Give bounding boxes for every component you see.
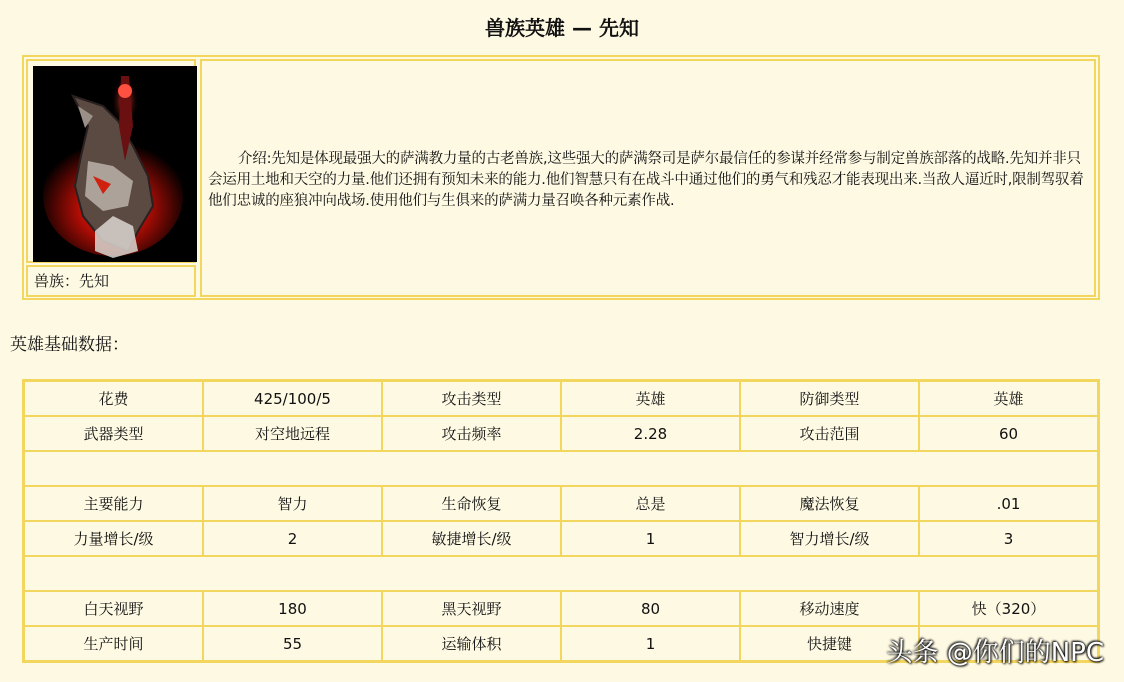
stat-label: 敏捷增长/级	[382, 521, 561, 556]
stat-label: 运输体积	[382, 626, 561, 661]
table-spacer-row	[24, 451, 1098, 486]
stat-label: 生命恢复	[382, 486, 561, 521]
stat-value: 智力	[203, 486, 382, 521]
stat-value: 80	[561, 591, 740, 626]
hero-description: 介绍:先知是体现最强大的萨满教力量的古老兽族,这些强大的萨满祭司是萨尔最信任的参谋并经常参与制定兽族部落的战略.先知并非只会运用土地和天空的力量.他们还拥有预知未来的能力.他们智慧只有在战斗中通过他们的勇气和残忍才能表现出来.当敌人逼近时,限制驾驭着他们忠诚的座狼冲向战场.使用他们与生俱来的萨满力量召唤各种元素作战.	[200, 59, 1096, 297]
stat-label: 黑天视野	[382, 591, 561, 626]
table-row	[24, 486, 1098, 521]
stat-label: 武器类型	[24, 416, 203, 451]
page-title: 兽族英雄 — 先知	[485, 16, 639, 40]
section-label: 英雄基础数据：	[10, 335, 129, 355]
stat-label: 花费	[24, 381, 203, 416]
stat-value: 1	[561, 626, 740, 661]
stat-value: 3	[919, 521, 1098, 556]
stat-value: 2	[203, 521, 382, 556]
spacer-cell	[24, 556, 1098, 591]
stat-label: 快捷键	[740, 626, 919, 661]
stat-label: 攻击频率	[382, 416, 561, 451]
stat-label: 力量增长/级	[24, 521, 203, 556]
stat-value: 180	[203, 591, 382, 626]
far-seer-portrait-icon	[33, 66, 197, 262]
table-row	[24, 381, 1098, 416]
stat-label: 魔法恢复	[740, 486, 919, 521]
stat-value: 英雄	[919, 381, 1098, 416]
table-row	[24, 416, 1098, 451]
portrait-cell	[26, 59, 196, 263]
stat-value: 总是	[561, 486, 740, 521]
stat-value: 英雄	[561, 381, 740, 416]
stat-value: 60	[919, 416, 1098, 451]
stat-label: 主要能力	[24, 486, 203, 521]
stat-label: 白天视野	[24, 591, 203, 626]
stat-value: 对空地远程	[203, 416, 382, 451]
stat-value: 425/100/5	[203, 381, 382, 416]
stat-value: 2.28	[561, 416, 740, 451]
stat-value: 1	[561, 521, 740, 556]
stat-label: 移动速度	[740, 591, 919, 626]
hero-stats-table	[22, 379, 1100, 663]
stat-label: 攻击范围	[740, 416, 919, 451]
stat-label: 防御类型	[740, 381, 919, 416]
table-spacer-row	[24, 556, 1098, 591]
table-row	[24, 521, 1098, 556]
stat-label: 智力增长/级	[740, 521, 919, 556]
spacer-cell	[24, 451, 1098, 486]
watermark: 头条 @你们的NPC	[886, 638, 1104, 668]
stat-value: 55	[203, 626, 382, 661]
table-row	[24, 591, 1098, 626]
stat-label: 生产时间	[24, 626, 203, 661]
intro-table	[22, 55, 1100, 300]
stat-value: 快（320）	[919, 591, 1098, 626]
portrait-caption: 兽族：先知	[26, 265, 196, 297]
stat-label: 攻击类型	[382, 381, 561, 416]
stat-value: .01	[919, 486, 1098, 521]
